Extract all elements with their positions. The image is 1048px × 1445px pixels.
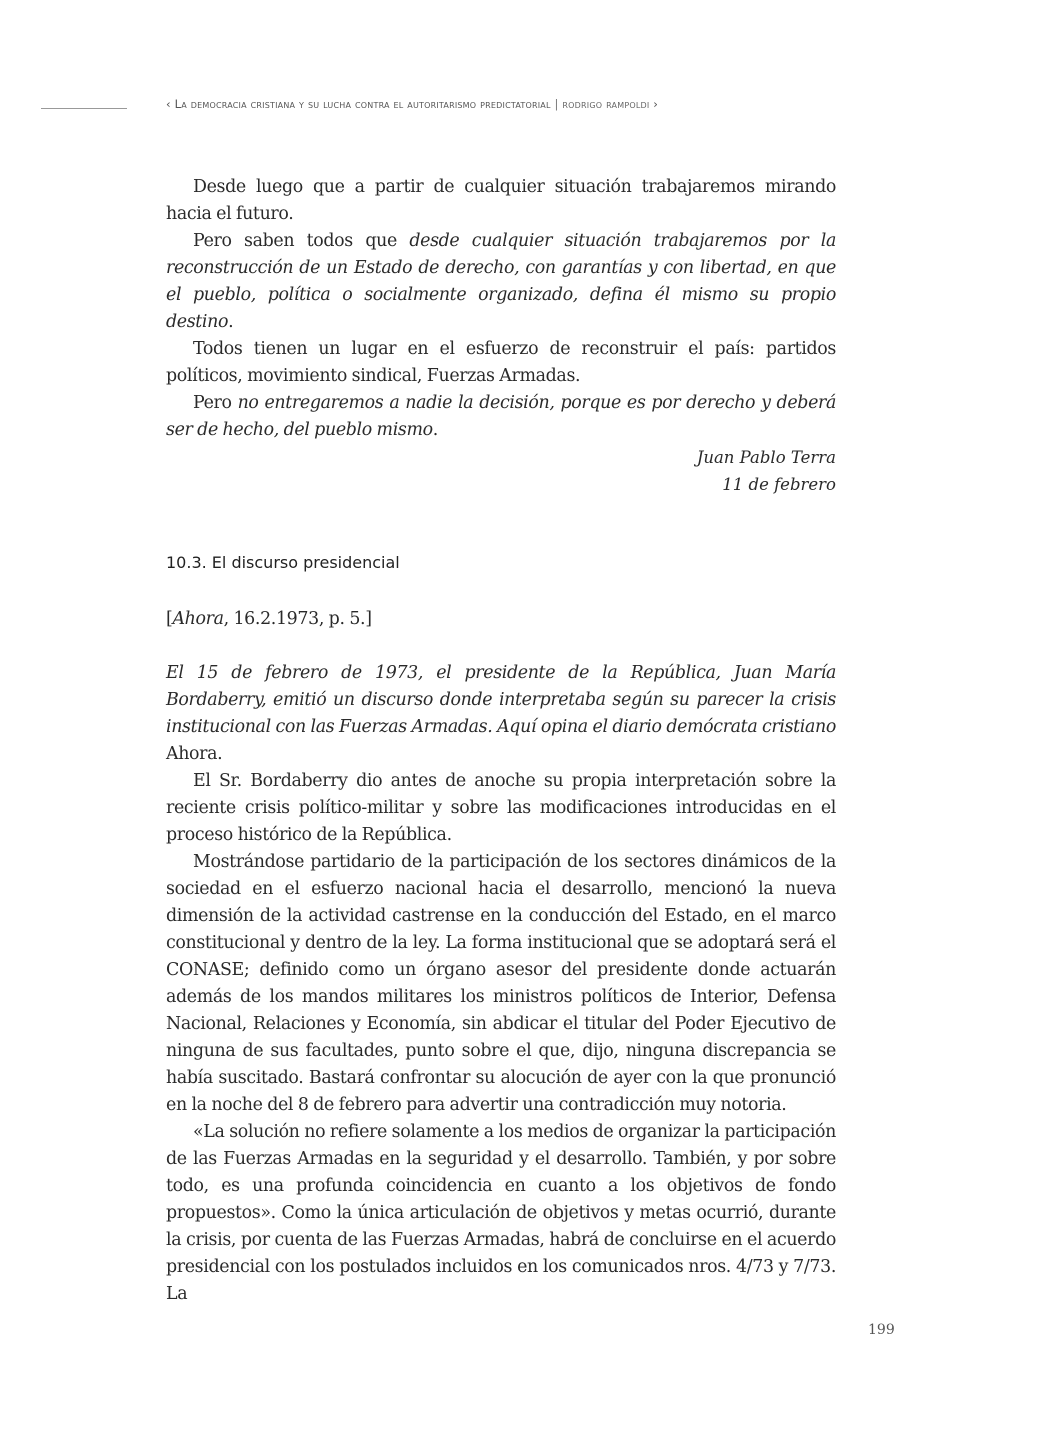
running-head-separator: | <box>550 97 563 111</box>
page-number: 199 <box>868 1322 895 1338</box>
letter-p2-emphasis: desde cualquier situación trabajaremos por la reconstrucción de un Estado de derecho, con garantías y con libertad, en que el pueblo, política o socialmente organizado, defina él mismo su propio destino <box>166 231 836 332</box>
running-head-title: La democracia cristiana y su lucha contra el autoritarismo predictatorial <box>174 97 551 111</box>
running-head-suffix: › <box>649 97 659 111</box>
source-details: , 16.2.1973, p. 5.] <box>223 609 372 629</box>
letter-p4-emphasis: no entregaremos a nadie la decisión, porque es por derecho y deberá ser de hecho, del pueblo mismo <box>166 393 836 440</box>
intro-tail: Ahora. <box>166 744 223 764</box>
letter-p4-end: . <box>432 420 438 440</box>
section-intro <box>166 660 836 768</box>
running-head-author: rodrigo rampoldi <box>562 97 650 111</box>
letter-paragraph-4 <box>166 390 836 444</box>
letter-paragraph-2 <box>166 228 836 336</box>
signature-date: 11 de febrero <box>722 475 836 494</box>
source-publication: Ahora <box>172 609 224 629</box>
letter-p4-lead: Pero <box>193 393 238 413</box>
running-head <box>166 97 866 111</box>
body-paragraph-3: «La solución no refiere solamente a los medios de organizar la participación de las Fuerzas Armadas en la seguridad y el desarrollo. También, y por sobre todo, es una profunda coincidencia en cuanto a los objetivos de fondo propuestos». Como la única articulación de objetivos y metas ocurrió, durante la crisis, por cuenta de las Fuerzas Armadas, habrá de concluirse en el acuerdo presidencial con los postulados incluidos en los comunicados nros. 4/73 y 7/73. La <box>166 1122 836 1304</box>
signature-name: Juan Pablo Terra <box>696 448 836 467</box>
letter-p2-end: . <box>228 312 234 332</box>
letter-p2-lead: Pero saben todos que <box>193 231 410 251</box>
header-rule <box>41 108 127 109</box>
body-paragraph-2: Mostrándose partidario de la participación de los sectores dinámicos de la sociedad en el esfuerzo nacional hacia el desarrollo, mencionó la nueva dimensión de la actividad castrense en la conducción del Estado, en el marco constitucional y dentro de la ley. La forma institucional que se adoptará será el CONASE; definido como un órgano asesor del presidente donde actuarán además de los mandos militares los ministros políticos de Interior, Defensa Nacional, Relaciones y Economía, sin abdicar el titular del Poder Ejecutivo de ninguna de sus facultades, punto sobre el que, dijo, ninguna discrepancia se había suscitado. Bastará confrontar su alocución de ayer con la que pronunció en la noche del 8 de febrero para advertir una contradicción muy notoria. <box>166 852 836 1115</box>
letter-paragraph-3: Todos tienen un lugar en el esfuerzo de reconstruir el país: partidos políticos, movimiento sindical, Fuerzas Armadas. <box>166 339 836 386</box>
section-heading: 10.3. El discurso presidencial <box>166 553 400 572</box>
source-reference <box>166 606 836 633</box>
letter-text <box>166 174 836 444</box>
source-bracket: [ <box>166 609 173 629</box>
body-paragraph-1: El Sr. Bordaberry dio antes de anoche su propia interpretación sobre la reciente crisis político-militar y sobre las modificaciones introducidas en el proceso histórico de la República. <box>166 771 836 845</box>
article-body <box>166 768 836 1308</box>
running-head-prefix: ‹ <box>166 97 175 111</box>
intro-italic: El 15 de febrero de 1973, el presidente de la República, Juan María Bordaberry, emitió un discurso donde interpretaba según su parecer la crisis institucional con las Fuerzas Armadas. Aquí opina el diario demócrata cristiano <box>166 663 836 737</box>
letter-paragraph-1: Desde luego que a partir de cualquier situación trabajaremos mirando hacia el futuro. <box>166 177 836 224</box>
